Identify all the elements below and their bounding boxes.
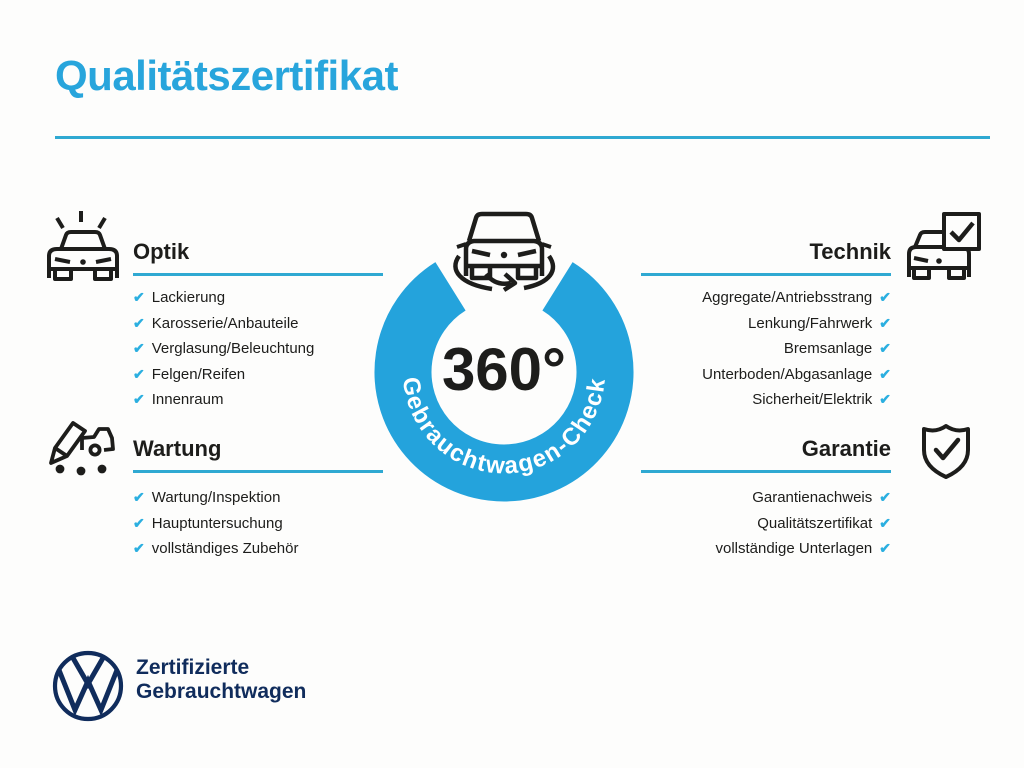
section-wartung (133, 436, 383, 562)
check-icon: ✔ (879, 365, 891, 382)
check-icon: ✔ (133, 314, 145, 331)
check-item-label: Felgen/Reifen (151, 365, 246, 383)
check-icon: ✔ (133, 340, 145, 356)
check-item (133, 311, 383, 337)
check-item-label: Verglasung/Beleuchtung (151, 340, 315, 357)
check-item (133, 387, 383, 413)
check-item (641, 511, 891, 537)
check-icon: ✔ (879, 514, 891, 531)
section-technik-title: Technik (641, 239, 891, 276)
car-front-rotation-icon (455, 214, 553, 290)
check-item-label: Lackierung (151, 289, 226, 306)
footer-wordmark (136, 656, 306, 704)
check-icon: ✔ (133, 514, 145, 531)
check-item-label: Wartung/Inspektion (151, 489, 281, 506)
section-optik-title: Optik (133, 239, 383, 276)
check-item-label: Innenraum (151, 391, 224, 408)
optik-checklist (133, 285, 383, 413)
check-icon: ✔ (879, 540, 891, 556)
check-item (133, 536, 383, 562)
check-icon: ✔ (133, 365, 145, 382)
section-wartung-title: Wartung (133, 436, 383, 473)
check-icon: ✔ (879, 391, 891, 407)
check-item (133, 285, 383, 311)
check-icon: ✔ (879, 314, 891, 331)
check-icon: ✔ (133, 391, 145, 407)
section-optik (133, 239, 383, 413)
degree-label: 360° (441, 336, 567, 403)
ring-curved-label: Gebrauchtwagen-Check (396, 375, 612, 480)
footer-line1: Zertifizierte (136, 656, 250, 679)
garantie-checklist (641, 485, 891, 562)
title-divider (55, 136, 990, 139)
check-item-label: Hauptuntersuchung (151, 514, 283, 532)
wartung-checklist (133, 485, 383, 562)
check-item (133, 485, 383, 511)
check-item (641, 387, 891, 413)
check-item (641, 311, 891, 337)
check-item (641, 362, 891, 388)
check-item (133, 511, 383, 537)
check-item-label: Karosserie/Anbauteile (151, 314, 299, 332)
vw-logo (55, 653, 121, 719)
car-shine-icon (48, 211, 118, 279)
section-garantie-title: Garantie (641, 436, 891, 473)
check-item-label: Garantienachweis (752, 489, 873, 506)
technik-checklist (641, 285, 891, 413)
check-item (641, 285, 891, 311)
check-item-label: Sicherheit/Elektrik (752, 391, 873, 408)
check-icon: ✔ (879, 340, 891, 356)
car-checkbox-icon (908, 214, 979, 278)
footer-line2: Gebrauchtwagen (136, 680, 307, 703)
check-item-label: Qualitätszertifikat (757, 514, 873, 532)
check-item (641, 536, 891, 562)
check-item (641, 485, 891, 511)
check-item-label: Lenkung/Fahrwerk (748, 314, 873, 332)
check-item (133, 336, 383, 362)
section-technik (641, 239, 891, 413)
check-icon: ✔ (133, 489, 145, 505)
check-item-label: vollständiges Zubehör (151, 540, 299, 557)
page-title: Qualitätszertifikat (55, 52, 398, 99)
check-item-label: Bremsanlage (783, 340, 873, 357)
check-item-label: Unterboden/Abgasanlage (702, 365, 873, 383)
check-icon: ✔ (879, 489, 891, 505)
check-icon: ✔ (133, 540, 145, 556)
section-garantie (641, 436, 891, 562)
shield-check-icon (924, 426, 968, 477)
check-icon: ✔ (133, 289, 145, 305)
check-item (641, 336, 891, 362)
check-item (133, 362, 383, 388)
check-item-label: vollständige Unterlagen (715, 540, 873, 557)
pencil-car-checklist-icon (51, 423, 113, 475)
badge-ring (397, 286, 611, 480)
check-item-label: Aggregate/Antriebsstrang (702, 289, 873, 306)
check-icon: ✔ (879, 289, 891, 305)
